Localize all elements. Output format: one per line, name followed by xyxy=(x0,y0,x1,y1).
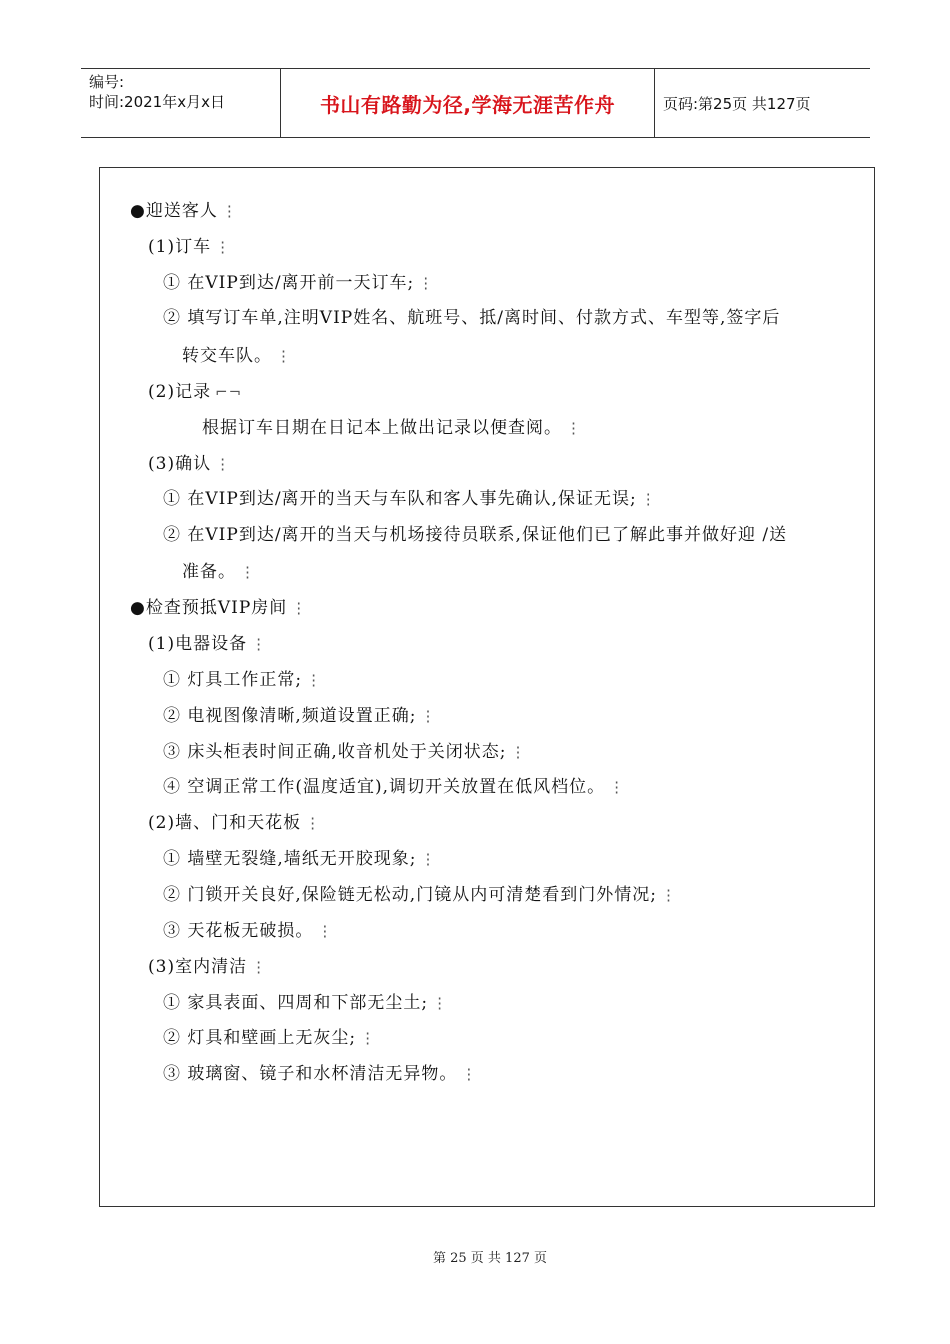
list-item: ④ 空调正常工作(温度适宜),调切开关放置在低风档位。 ⋮ xyxy=(163,777,626,797)
list-item: ③ 天花板无破损。 ⋮ xyxy=(163,921,334,941)
section-heading: ●迎送客人 ⋮ xyxy=(130,201,238,221)
list-item: ③ 玻璃窗、镜子和水杯清洁无异物。 ⋮ xyxy=(163,1064,478,1084)
number-label: 编号: xyxy=(89,73,125,91)
list-item: ① 家具表面、四周和下部无尘土; ⋮ xyxy=(163,993,449,1013)
list-item: ② 电视图像清晰,频道设置正确; ⋮ xyxy=(163,706,437,726)
header-meta xyxy=(81,69,281,137)
list-item: ② 在VIP到达/离开的当天与机场接待员联系,保证他们已了解此事并做好迎 /送 xyxy=(163,525,788,545)
header-motto: 书山有路勤为径,学海无涯苦作舟 xyxy=(281,69,655,137)
section-heading: ●检查预抵VIP房间 ⋮ xyxy=(130,598,308,618)
subsection-heading: (2)墙、门和天花板 ⋮ xyxy=(148,813,322,833)
list-item: ① 墙壁无裂缝,墙纸无开胶现象; ⋮ xyxy=(163,849,437,869)
subsection-heading: (1)电器设备 ⋮ xyxy=(148,634,268,654)
subsection-heading: (1)订车 ⋮ xyxy=(148,237,232,257)
list-item: ② 灯具和壁画上无灰尘; ⋮ xyxy=(163,1028,377,1048)
subsection-heading: (2)记录 ⌐¬ xyxy=(148,382,243,402)
page-footer: 第 25 页 共 127 页 xyxy=(432,1251,548,1266)
paragraph: 根据订车日期在日记本上做出记录以便查阅。 ⋮ xyxy=(202,418,582,438)
list-item-continuation: 准备。 ⋮ xyxy=(182,562,256,582)
list-item-continuation: 转交车队。 ⋮ xyxy=(182,346,292,366)
list-item: ② 填写订车单,注明VIP姓名、航班号、抵/离时间、付款方式、车型等,签字后 xyxy=(163,308,781,328)
list-item: ② 门锁开关良好,保险链无松动,门镜从内可清楚看到门外情况; ⋮ xyxy=(163,885,677,905)
list-item: ① 灯具工作正常; ⋮ xyxy=(163,670,323,690)
list-item: ③ 床头柜表时间正确,收音机处于关闭状态; ⋮ xyxy=(163,742,527,762)
time-label: 时间:2021年x月x日 xyxy=(89,93,225,111)
subsection-heading: (3)室内清洁 ⋮ xyxy=(148,957,268,977)
page-header xyxy=(81,68,870,138)
subsection-heading: (3)确认 ⋮ xyxy=(148,454,232,474)
list-item: ① 在VIP到达/离开前一天订车; ⋮ xyxy=(163,273,435,293)
header-page-info: 页码:第25页 共127页 xyxy=(663,94,811,113)
list-item: ① 在VIP到达/离开的当天与车队和客人事先确认,保证无误; ⋮ xyxy=(163,489,657,509)
